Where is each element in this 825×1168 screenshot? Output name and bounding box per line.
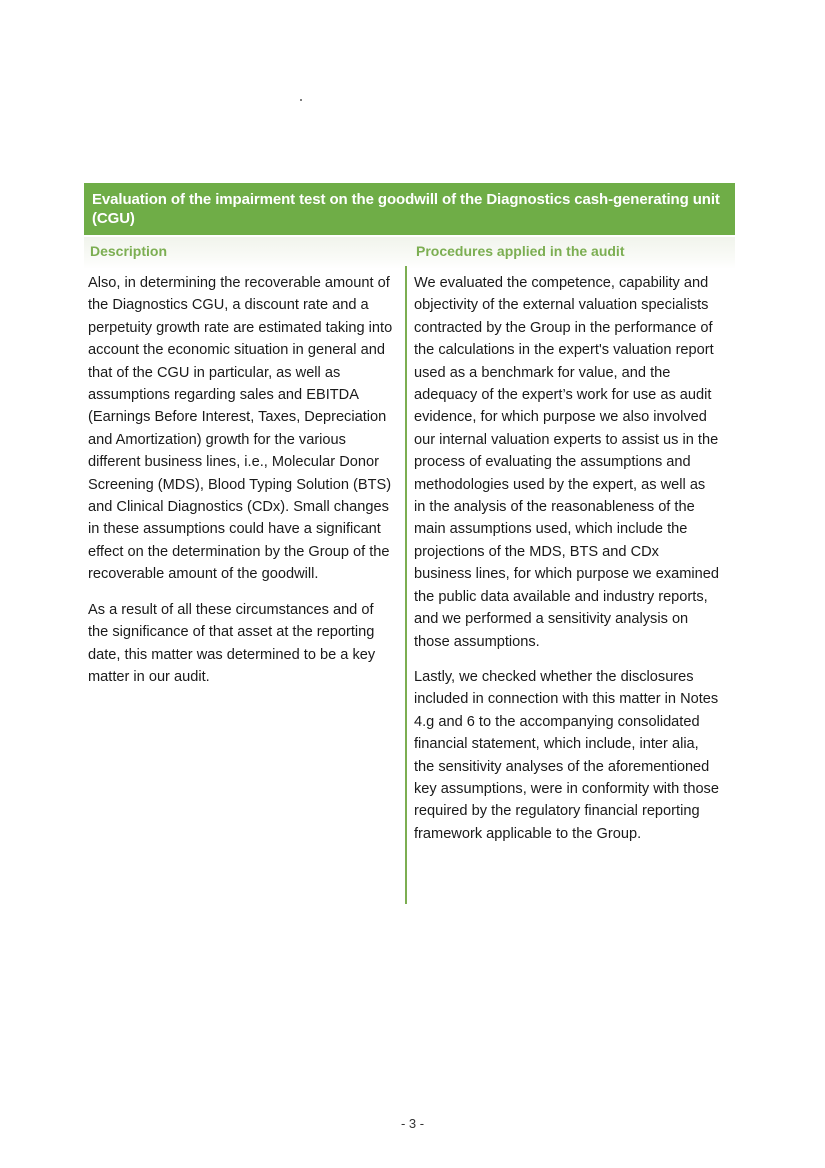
page-number: - 3 - xyxy=(400,1116,425,1131)
description-paragraph-1: Also, in determining the recoverable amount of the Diagnostics CGU, a discount rate and a perpetuity growth rate are estimated taking into account the economic situation in general and that of the CGU in particular, as well as assumptions regarding sales and EBITDA (Earnings Before Interest, Taxes, Depreciation and Amortization) growth for the various different business lines, i.e., Molecular Donor Screening (MDS), Blood Typing Solution (BTS) and Clinical Diagnostics (CDx). Small changes in these assumptions could have a significant effect on the determination by the Group of the recoverable amount of the goodwill. xyxy=(88,275,393,583)
key-matter-header xyxy=(84,183,735,235)
procedures-paragraph-1: We evaluated the competence, capability and objectivity of the external valuation specialists contracted by the Group in the performance of the calculations in the expert's valuation report used as a benchmark for value, and the adequacy of the expert’s work for use as audit evidence, for which purpose we also involved our internal valuation experts to assist us in the process of evaluating the assumptions and methodologies used by the expert, as well as in the analysis of the reasonableness of the main assumptions used, which include the projections of the MDS, BTS and CDx business lines, for which purpose we examined the public data available and industry reports, and we performed a sensitivity analysis on those assumptions. xyxy=(414,275,720,650)
procedures-column xyxy=(414,272,720,845)
description-column-header: Description xyxy=(90,243,168,259)
procedures-paragraph-2: Lastly, we checked whether the disclosures included in connection with this matter in Notes 4.g and 6 to the accompanying consolidated financial statement, which include, inter alia, the sensitivity analyses of the aforementioned key assumptions, were in conformity with those required by the regulatory financial reporting framework applicable to the Group. xyxy=(414,668,719,842)
description-column xyxy=(88,272,393,688)
scan-artifact-dot xyxy=(300,99,302,101)
description-paragraph-2: As a result of all these circumstances and of the significance of that asset at the reporting date, this matter was determined to be a key matter in our audit. xyxy=(88,601,376,685)
column-header-band xyxy=(84,237,735,269)
procedures-column-header: Procedures applied in the audit xyxy=(416,243,625,259)
key-matter-title: Evaluation of the impairment test on the goodwill of the Diagnostics cash-generating unit (CGU) xyxy=(92,191,720,227)
column-divider xyxy=(405,266,407,904)
